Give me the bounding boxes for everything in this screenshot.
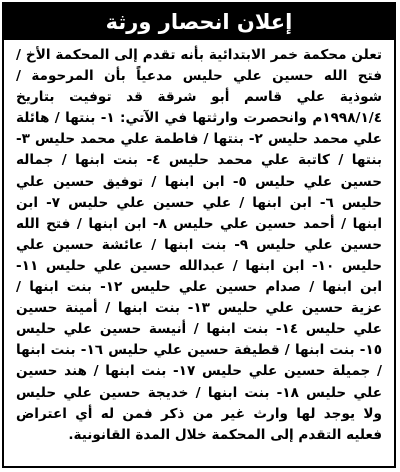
notice-title: إعلان انحصار ورثة [105,10,293,34]
notice-body: تعلن محكمة خمر الابتدائية بأنه تقدم إلى المحكمة الأخ / فتح الله حسين علي حليس مدعياً بأن المرحومة / شوذية علي قاسم أبو شرقة قد توفيت بتاريخ ١٩٩٨/١/٤م وانحصرت وارثتها في الآتي: ١- بنتها / هائلة علي محمد حليس ٢- بنتها / فاطمة علي محمد حليس ٣- بنتها / كاتبة علي محمد حليس ٤- بنت ابنها / جماله حسين علي حليس ٥- ابن ابنها / توفيق حسين علي حليس ٦- ابن ابنها / علي حسين علي حليس ٧- ابن ابنها / أحمد حسين علي حليس ٨- ابن ابنها / فتح الله حسين علي حليس ٩- بنت ابنها / عائشة حسين علي حليس ١٠- ابن ابنها / عبدالله حسين علي حليس ١١- ابن ابنها / صدام حسين علي حليس ١٢- بنت ابنها / عزية حسين علي حليس ١٣- بنت ابنها / أمينة حسين علي حليس ١٤- بنت ابنها / أنيسة حسين علي حليس ١٥- بنت ابنها / قطيفة حسين علي حليس ١٦- بنت ابنها / جميلة حسين علي حليس ١٧- بنت ابنها / هند حسين علي حليس ١٨- بنت ابنها / خديجة حسين علي حليس ولا يوجد لها وارث غير من ذكر فمن له أي اعتراض فعليه التقدم إلى المحكمة خلال المدة القانونية. [16,47,383,443]
notice-header [4,4,394,40]
legal-notice [2,2,396,468]
